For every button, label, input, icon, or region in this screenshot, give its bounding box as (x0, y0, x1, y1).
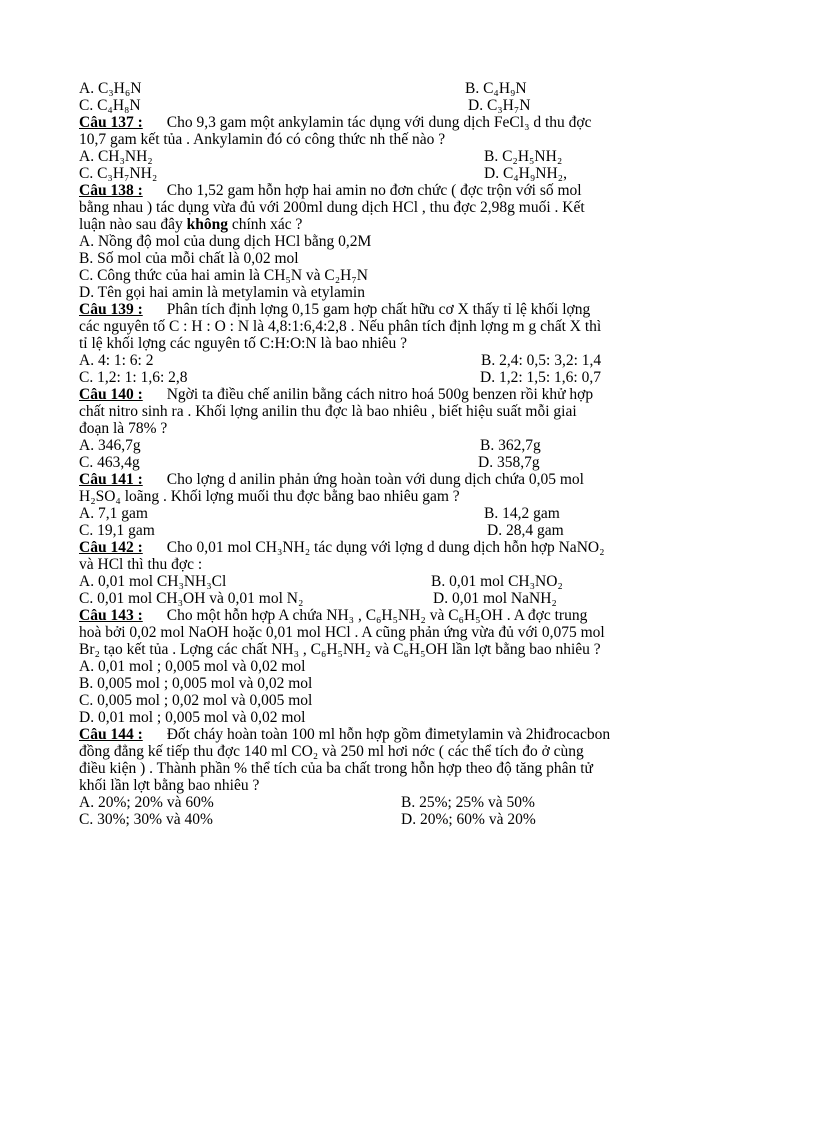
answer-a: A. CH₃NH₂ (79, 148, 153, 165)
question-text: chính xác ? (227, 216, 303, 233)
question-number: Câu 144 : (79, 726, 143, 743)
answer-d: D. 28,4 gam (487, 522, 564, 539)
answer-d: D. C₃H₇N (468, 97, 531, 114)
answer-row (79, 522, 739, 539)
question-number: Câu 140 : (79, 386, 143, 403)
answer-d: D. 0,01 mol ; 0,005 mol và 0,02 mol (79, 709, 306, 726)
question-142 (79, 539, 739, 556)
answer-c: C. 19,1 gam (79, 522, 155, 539)
answer-a: A. 20%; 20% và 60% (79, 794, 214, 811)
answer-b: B. 2,4: 0,5: 3,2: 1,4 (481, 352, 602, 369)
question-141 (79, 471, 739, 488)
question-text: Cho 0,01 mol CH₃NH₂ tác dụng với lợng d dung dịch hỗn hợp NaNO₂ (166, 539, 605, 556)
answer-b: B. 25%; 25% và 50% (401, 794, 535, 811)
answer-b: B. C₂H₅NH₂ (484, 148, 563, 165)
answer-c: C. C₃H₇NH₂ (79, 165, 158, 182)
answer-b: B. 362,7g (480, 437, 541, 454)
question-text: khối lần lợt bằng bao nhiêu ? (79, 777, 260, 794)
question-text: Cho lợng d anilin phản ứng hoàn toàn với dung dịch chứa 0,05 mol (166, 471, 584, 488)
question-140 (79, 386, 739, 403)
question-text: Ngời ta điều chế anilin bằng cách nitro hoá 500g benzen rồi khử hợp (166, 386, 594, 403)
question-143 (79, 607, 739, 624)
emphasis-text: không (186, 216, 228, 233)
question-text: đoạn là 78% ? (79, 420, 168, 437)
answer-d: D. Tên gọi hai amin là metylamin và etylamin (79, 284, 365, 301)
question-137 (79, 114, 739, 131)
question-text: Phân tích định lợng 0,15 gam hợp chất hữu cơ X thấy tỉ lệ khối lợng (166, 301, 591, 318)
answer-d: D. 0,01 mol NaNH₂ (433, 590, 557, 607)
answer-c: C. 0,01 mol CH₃OH và 0,01 mol N₂ (79, 590, 304, 607)
question-text: tỉ lệ khối lợng các nguyên tố C:H:O:N là bao nhiêu ? (79, 335, 408, 352)
answer-row (79, 794, 739, 811)
question-number: Câu 138 : (79, 182, 143, 199)
question-text: điều kiện ) . Thành phần % thể tích của ba chất trong hỗn hợp theo độ tăng phân tử (79, 760, 593, 777)
answer-b: B. Số mol của mỗi chất là 0,02 mol (79, 250, 299, 267)
answer-c: C. Công thức của hai amin là CH₅N và C₂H₇N (79, 267, 368, 284)
answer-a: A. C₃H₆N (79, 80, 142, 97)
answer-row (79, 352, 739, 369)
answer-row (79, 454, 739, 471)
answer-row (79, 590, 739, 607)
question-number: Câu 141 : (79, 471, 143, 488)
answer-row (79, 369, 739, 386)
question-text: 10,7 gam kết tủa . Ankylamin đó có công thức nh thế nào ? (79, 131, 446, 148)
question-144 (79, 726, 739, 743)
question-text: hoà bởi 0,02 mol NaOH hoặc 0,01 mol HCl . A cũng phản ứng vừa đủ với 0,075 mol (79, 624, 605, 641)
question-text: luận nào sau đây (79, 216, 187, 233)
answer-d: D. 20%; 60% và 20% (401, 811, 536, 828)
answer-d: D. C₄H₉NH₂, (484, 165, 567, 182)
question-text: Cho 9,3 gam một ankylamin tác dụng với dung dịch FeCl₃ d thu đợc (166, 114, 592, 131)
answer-c: C. 0,005 mol ; 0,02 mol và 0,005 mol (79, 692, 313, 709)
answer-a: A. 4: 1: 6: 2 (79, 352, 154, 369)
answer-row (79, 80, 739, 97)
question-number: Câu 142 : (79, 539, 143, 556)
question-138 (79, 182, 739, 199)
answer-a: A. 7,1 gam (79, 505, 148, 522)
answer-row (79, 811, 739, 828)
answer-d: D. 358,7g (478, 454, 540, 471)
question-text: Br₂ tạo kết tủa . Lợng các chất NH₃ , C₆H₅NH₂ và C₆H₅OH lần lợt bằng bao nhiêu ? (79, 641, 601, 658)
question-text: Đốt cháy hoàn toàn 100 ml hỗn hợp gồm đimetylamin và 2hiđrocacbon (166, 726, 611, 743)
question-text: đồng đẳng kế tiếp thu đợc 140 ml CO₂ và 250 ml hơi nớc ( các thể tích đo ở cùng (79, 743, 584, 760)
question-text: Cho một hỗn hợp A chứa NH₃ , C₆H₅NH₂ và C₆H₅OH . A đợc trung (166, 607, 588, 624)
answer-row (79, 165, 739, 182)
question-number: Câu 139 : (79, 301, 143, 318)
answer-a: A. 0,01 mol CH₃NH₃Cl (79, 573, 227, 590)
answer-a: A. Nồng độ mol của dung dịch HCl bằng 0,2M (79, 233, 372, 250)
answer-b: B. 0,005 mol ; 0,005 mol và 0,02 mol (79, 675, 313, 692)
answer-b: B. C₄H₉N (465, 80, 527, 97)
question-text: và HCl thì thu đợc : (79, 556, 203, 573)
answer-d: D. 1,2: 1,5: 1,6: 0,7 (480, 369, 601, 386)
answer-a: A. 346,7g (79, 437, 141, 454)
answer-b: B. 14,2 gam (484, 505, 560, 522)
question-139 (79, 301, 739, 318)
answer-row (79, 97, 739, 114)
answer-row (79, 437, 739, 454)
answer-b: B. 0,01 mol CH₃NO₂ (431, 573, 563, 590)
answer-c: C. 1,2: 1: 1,6: 2,8 (79, 369, 188, 386)
answer-c: C. 30%; 30% và 40% (79, 811, 213, 828)
answer-a: A. 0,01 mol ; 0,005 mol và 0,02 mol (79, 658, 306, 675)
answer-row (79, 505, 739, 522)
answer-c: C. C₄H₈N (79, 97, 141, 114)
answer-row (79, 573, 739, 590)
question-text: Cho 1,52 gam hỗn hợp hai amin no đơn chức ( đợc trộn với số mol (166, 182, 582, 199)
question-number: Câu 143 : (79, 607, 143, 624)
answer-c: C. 463,4g (79, 454, 140, 471)
question-text: bằng nhau ) tác dụng vừa đủ với 200ml dung dịch HCl , thu đợc 2,98g muối . Kết (79, 199, 585, 216)
answer-row (79, 148, 739, 165)
question-text: chất nitro sinh ra . Khối lợng anilin thu đợc là bao nhiêu , biết hiệu suất mỗi giai (79, 403, 577, 420)
question-text: các nguyên tố C : H : O : N là 4,8:1:6,4:2,8 . Nếu phân tích định lợng m g chất X thì (79, 318, 602, 335)
question-text: H₂SO₄ loãng . Khối lợng muối thu đợc bằng bao nhiêu gam ? (79, 488, 460, 505)
question-number: Câu 137 : (79, 114, 143, 131)
question-list (79, 80, 739, 828)
